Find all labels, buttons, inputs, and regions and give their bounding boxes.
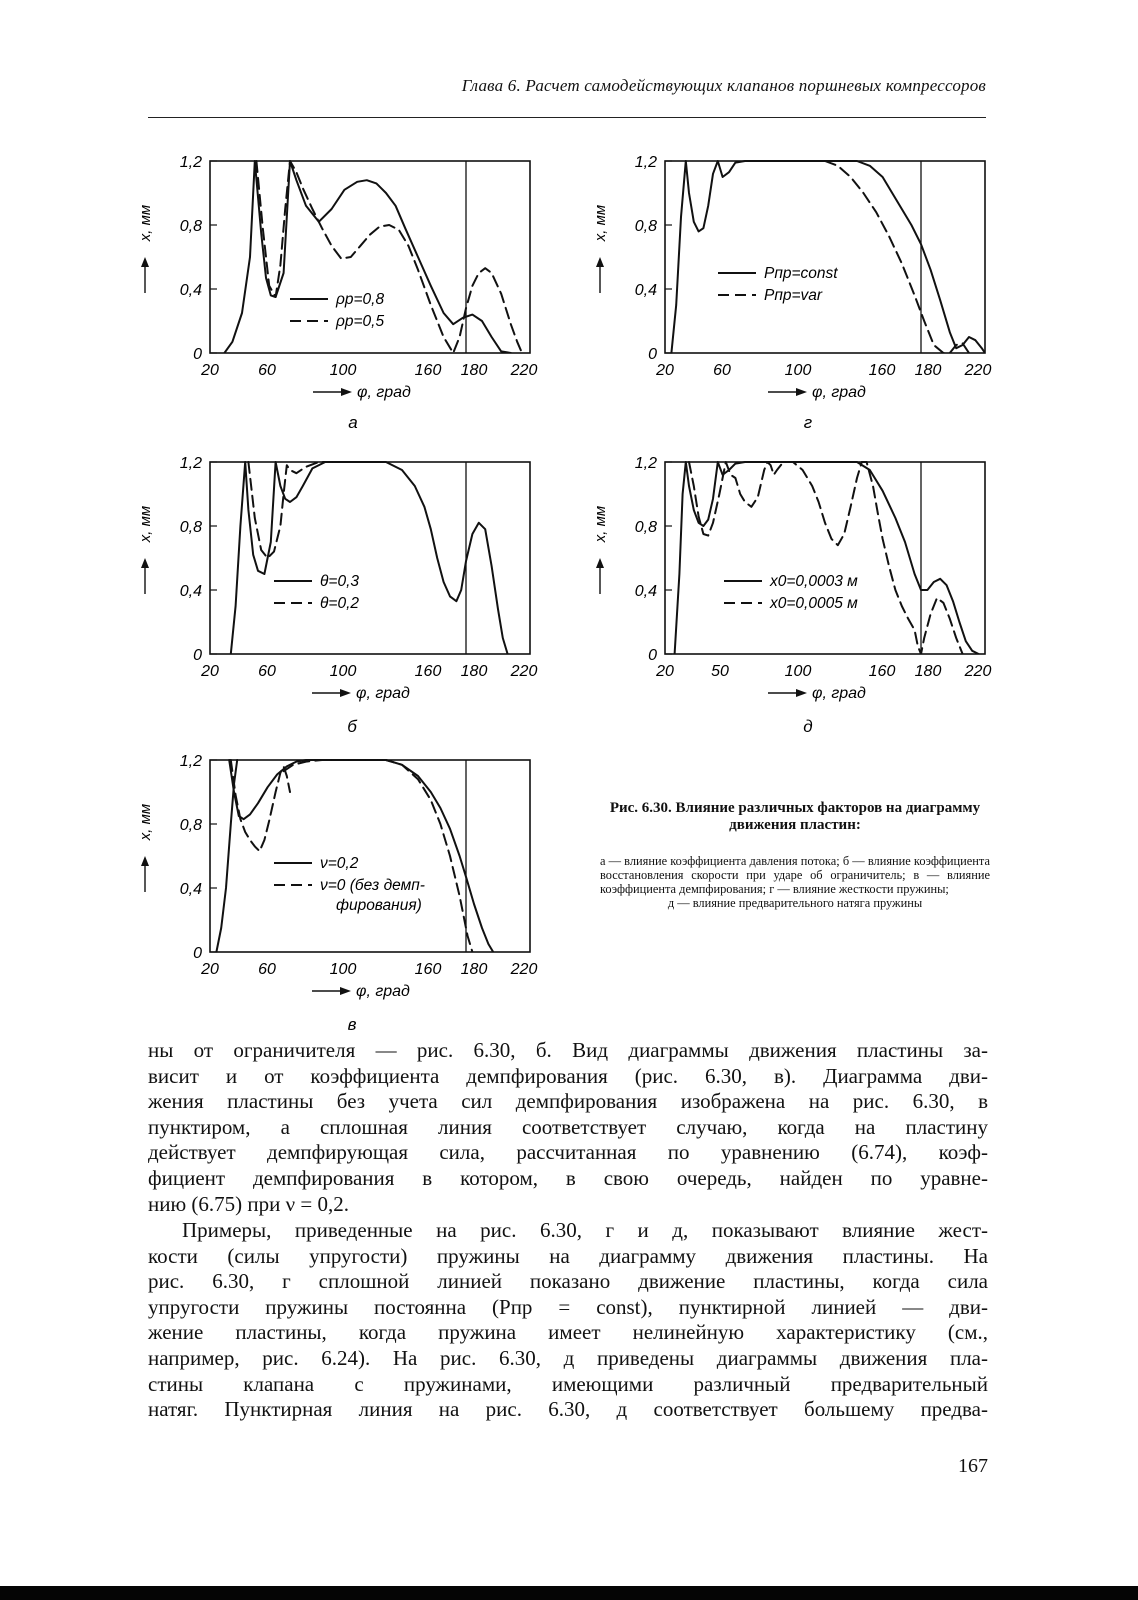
x-tick-label: 180 (460, 663, 488, 680)
x-axis-label: φ, град (812, 685, 866, 702)
x-tick-label: 160 (414, 961, 442, 978)
chart-panel-a (137, 154, 537, 432)
paragraph-2 (148, 1218, 988, 1423)
x-tick-label: 180 (914, 663, 942, 680)
series-line (671, 161, 985, 353)
caption-item-b: б — влияние коэффициента восстановления скорости при ударе об ограничитель; (600, 854, 990, 882)
caption-item-a: а — влияние коэффициента давления потока; (600, 854, 840, 868)
paragraph-line: стины клапана с пружинами, имеющими различный предварительный (148, 1371, 988, 1396)
y-tick-label: 0,8 (179, 519, 202, 536)
series-line (248, 462, 331, 558)
y-tick-label: 0,4 (179, 881, 202, 898)
x-axis-arrow-head (340, 689, 351, 697)
legend-label: ν=0 (без демп- (320, 877, 425, 894)
series-line (229, 760, 493, 952)
x-tick-label: 180 (460, 961, 488, 978)
figure-caption-body (600, 854, 990, 910)
x-tick-label: 50 (711, 663, 729, 680)
panel-label: в (347, 1015, 357, 1034)
y-tick-label: 0,4 (179, 583, 202, 600)
legend-label-continued: фирования) (336, 897, 422, 914)
x-tick-label: 160 (414, 362, 442, 379)
x-tick-label: 60 (258, 663, 276, 680)
panel-label: г (803, 413, 813, 432)
x-tick-label: 100 (329, 961, 357, 978)
panel-label: д (803, 717, 813, 736)
paragraph-line: жение пластины, когда пружина имеет нелинейную характеристику (см., (148, 1320, 988, 1345)
y-axis-arrow-head (596, 257, 604, 267)
legend-label: ν=0,2 (320, 855, 359, 872)
legend-label: Pпр=var (764, 287, 823, 304)
x-tick-label: 160 (414, 663, 442, 680)
y-tick-label: 0,8 (634, 519, 657, 536)
paragraph-line: Примеры, приведенные на рис. 6.30, г и д, показывают влияние жест- (182, 1218, 988, 1242)
page-number: 167 (958, 1455, 988, 1477)
x-tick-label: 220 (510, 362, 538, 379)
y-tick-label: 0,8 (179, 218, 202, 235)
y-tick-label: 0,8 (179, 817, 202, 834)
y-tick-label: 1,2 (179, 154, 202, 171)
y-tick-label: 0 (193, 647, 202, 664)
paragraph-1 (148, 1038, 988, 1217)
y-tick-label: 1,2 (179, 455, 202, 472)
plot-frame (210, 760, 530, 952)
plot-frame (665, 462, 985, 654)
plot-frame (665, 161, 985, 353)
caption-item-d: д — влияние предварительного натяга пружины (667, 896, 923, 910)
x-tick-label: 60 (258, 961, 276, 978)
y-axis-label: x, мм (592, 204, 609, 242)
x-axis-label: φ, град (357, 384, 411, 401)
legend-label: ρp=0,8 (336, 291, 385, 308)
legend-label: θ=0,2 (320, 595, 360, 612)
x-axis-arrow-head (341, 388, 352, 396)
legend-label: x0=0,0005 м (770, 595, 858, 612)
paragraph-line: жения пластины без учета сил демпфирования изображена на рис. 6.30, в (148, 1089, 988, 1114)
x-axis-arrow-head (340, 987, 351, 995)
legend-label: x0=0,0003 м (770, 573, 858, 590)
chart-panel-g (592, 154, 991, 432)
x-tick-label: 220 (510, 961, 538, 978)
y-tick-label: 1,2 (634, 455, 657, 472)
caption-item-g: г — влияние жесткости пружины; (769, 882, 949, 896)
paragraph-line: ны от ограничителя — рис. 6.30, б. Вид диаграммы движения пластины за- (148, 1038, 988, 1062)
paragraph-line: действует демпфирующая сила, рассчитанная по уравнению (6.74), коэф- (148, 1140, 988, 1165)
chart-panel-b (137, 455, 537, 736)
y-axis-label: x, мм (137, 505, 154, 543)
series-line (284, 760, 473, 952)
x-axis-arrow-head (796, 388, 807, 396)
paragraph-line: кости (силы упругости) пружины на диаграмму движения пластины. На (148, 1243, 988, 1268)
y-tick-label: 1,2 (634, 154, 657, 171)
x-axis-label: φ, град (356, 983, 410, 1000)
y-tick-label: 0,4 (179, 282, 202, 299)
y-axis-label: x, мм (592, 505, 609, 543)
y-axis-label: x, мм (137, 803, 154, 841)
panel-label: б (347, 717, 357, 736)
x-axis-label: φ, град (812, 384, 866, 401)
x-tick-label: 160 (868, 663, 896, 680)
paragraph-line: например, рис. 6.24). На рис. 6.30, д приведены диаграммы движения пла- (148, 1345, 988, 1370)
series-line (216, 760, 237, 952)
x-tick-label: 20 (201, 362, 219, 379)
y-tick-label: 0 (193, 945, 202, 962)
y-axis-arrow-head (141, 257, 149, 267)
paragraph-line: упругости пружины постоянна (Pпр = const), пунктирной линией — дви- (148, 1294, 988, 1319)
paragraph-line: пунктиром, а сплошная линия соответствует случаю, когда на пластину (148, 1114, 988, 1139)
x-axis-arrow-head (796, 689, 807, 697)
x-tick-label: 220 (510, 663, 538, 680)
legend-label: Pпр=const (764, 265, 838, 282)
chart-panel-d (592, 455, 991, 736)
caption-item-v: в — влияние коэффициента демпфирования; (600, 868, 990, 896)
x-tick-label: 100 (784, 362, 812, 379)
y-tick-label: 0,4 (634, 282, 657, 299)
series-line (231, 760, 290, 851)
paragraph-line: натяг. Пунктирная линия на рис. 6.30, д соответствует большему предва- (148, 1397, 988, 1422)
x-tick-label: 20 (201, 663, 219, 680)
figure-caption-title: Рис. 6.30. Влияние различных факторов на диаграмму движения пластин: (609, 800, 981, 833)
chart-panel-v (137, 753, 537, 1034)
y-tick-label: 1,2 (179, 753, 202, 770)
scan-edge (0, 1586, 1138, 1600)
x-tick-label: 100 (329, 362, 357, 379)
y-axis-arrow-head (141, 856, 149, 866)
paragraph-line: рис. 6.30, г сплошной линией показано движение пластины, когда сила (148, 1269, 988, 1294)
paragraph-line: висит и от коэффициента демпфирования (рис. 6.30, в). Диаграмма дви- (148, 1063, 988, 1088)
panel-label: а (348, 413, 358, 432)
x-tick-label: 60 (258, 362, 276, 379)
x-axis-label: φ, град (356, 685, 410, 702)
plot-frame (210, 462, 530, 654)
paragraph-line: фициент демпфирования в котором, в свою очередь, найден по уравне- (148, 1165, 988, 1190)
y-tick-label: 0,4 (634, 583, 657, 600)
x-tick-label: 160 (868, 362, 896, 379)
y-axis-label: x, мм (137, 204, 154, 242)
series-line (256, 161, 522, 353)
x-tick-label: 60 (713, 362, 731, 379)
x-tick-label: 20 (656, 663, 674, 680)
paragraph-line: нию (6.75) при ν = 0,2. (148, 1191, 349, 1216)
legend-label: θ=0,3 (320, 573, 360, 590)
x-tick-label: 20 (656, 362, 674, 379)
x-tick-label: 220 (964, 362, 992, 379)
y-axis-arrow-head (141, 558, 149, 568)
x-tick-label: 20 (201, 961, 219, 978)
y-tick-label: 0,8 (634, 218, 657, 235)
y-tick-label: 0 (648, 647, 657, 664)
y-tick-label: 0 (193, 346, 202, 363)
y-axis-arrow-head (596, 558, 604, 568)
running-head: Глава 6. Расчет самодействующих клапанов поршневых компрессоров (461, 76, 986, 95)
x-tick-label: 180 (914, 362, 942, 379)
x-tick-label: 180 (460, 362, 488, 379)
x-tick-label: 100 (784, 663, 812, 680)
x-tick-label: 100 (329, 663, 357, 680)
legend-label: ρp=0,5 (336, 313, 385, 330)
y-tick-label: 0 (648, 346, 657, 363)
x-tick-label: 220 (964, 663, 992, 680)
